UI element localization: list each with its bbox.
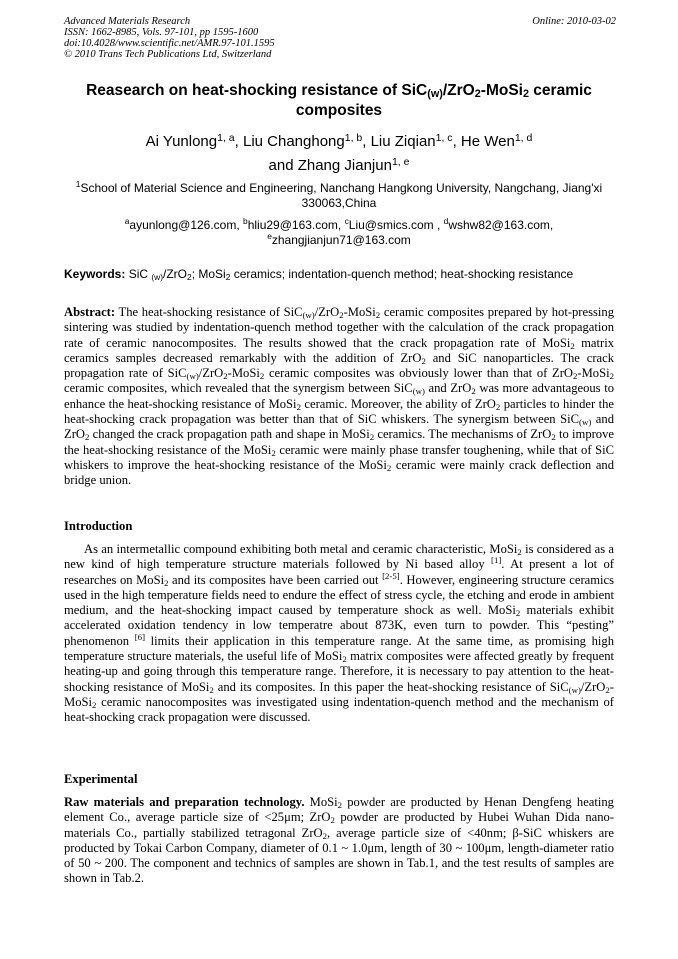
subsection-label: Raw materials and preparation technology. <box>64 795 305 809</box>
citation[interactable]: [2-5] <box>382 570 400 581</box>
journal-name: Advanced Materials Research <box>64 16 191 27</box>
journal-header <box>64 16 444 60</box>
email-link[interactable]: Liu@smics.com , <box>348 218 444 232</box>
author-name: , He Wen <box>452 133 515 150</box>
section-heading-introduction: Introduction <box>64 519 133 533</box>
journal-copyright: © 2010 Trans Tech Publications Ltd, Switzerland <box>64 49 272 60</box>
email-link[interactable]: hliu29@163.com, <box>247 218 345 232</box>
abstract: Abstract: The heat-shocking resistance of SiC$_{(w)}$/ZrO$_2$-MoSi$_2$ ceramic composites prepared by hot-pressing sintering was studied by indentation-quench method together with the calculation of the crack propagation rate of ceramic nanocomposites. The results showed that the crack propagation rate of MoSi$_2$ matrix ceramics samples decreased remarkably with the addition of ZrO$_2$ and SiC nanoparticles. The crack propagation rate of SiC$_{(w)}$/ZrO$_2$-MoSi$_2$ ceramic composites was obviously lower than that of ZrO$_2$-MoSi$_2$ ceramic composites, which revealed that the synergism between SiC$_{(w)}$ and ZrO$_2$ was more advantageous to enhance the heat-shocking resistance of MoSi$_2$ ceramic. Moreover, the ability of ZrO$_2$ particles to hinder the heat-shocking crack propagation was better than that of SiC whiskers. The synergism between SiC$_{(w)}$ and ZrO$_2$ changed the crack propagation path and shape in MoSi$_2$ ceramics. The mechanisms of ZrO$_2$ to improve the heat-shocking resistance of the MoSi$_2$ ceramic were mainly phase transfer toughening, while that of SiC whiskers to improve the heat-shocking resistance of the MoSi$_2$ ceramic were mainly crack deflection and bridge union. <box>64 305 615 488</box>
journal-doi[interactable]: doi:10.4028/www.scientific.net/AMR.97-101.1595 <box>64 38 275 49</box>
citation[interactable]: [6] <box>134 631 146 642</box>
author-name: Ai Yunlong <box>145 133 218 150</box>
email-link[interactable]: wshw82@163.com, <box>448 218 554 232</box>
author-emails: $^a$ayunlong@126.com, $^b$hliu29@163.com, $^c$Liu@smics.com , $^d$wshw82@163.com, $^e$zhangjianjun71@163.com <box>124 216 554 247</box>
citation[interactable]: [1] <box>491 555 502 566</box>
section-heading-experimental: Experimental <box>64 772 138 786</box>
author-list: Ai Yunlong$^{1, a}$, Liu Changhong$^{1, b}$, Liu Ziqian$^{1, c}$, He Wen$^{1, d}$ and Zhang Jianjun$^{1, e}$ <box>145 132 533 174</box>
keywords: Keywords: SiC $_{(w)}$/ZrO$_2$; MoSi$_2$ ceramics; indentation-quench method; heat-shocking resistance <box>64 267 574 282</box>
abstract-label: Abstract: <box>64 305 116 319</box>
email-link[interactable]: ayunlong@126.com, <box>129 218 244 232</box>
experimental-paragraph: Raw materials and preparation technology. MoSi$_2$ powder are producted by Henan Dengfeng heating element Co., average particle size of <25μm; ZrO$_2$ powder are producted by Hubei Wuhan Dida nano-materials Co., partially stabilized tetragonal ZrO$_2$, average particle size of <40nm; β-SiC whiskers are producted by Tokai Carbon Company, diameter of 0.1 ~ 1.0μm, length of 30 ~ 100μm, length-diameter ratio of 50 ~ 200. The component and technics of samples are shown in Tab.1, and the test results of samples are shown in Tab.2. <box>64 795 614 886</box>
keywords-label: Keywords: <box>64 267 126 281</box>
online-date: Online: 2010-03-02 <box>532 16 616 27</box>
paper-title: Reasearch on heat-shocking resistance of SiC$_{(w)}$/ZrO$_2$-MoSi$_2$ ceramic composites <box>86 82 592 119</box>
introduction-paragraph: As an intermetallic compound exhibiting both metal and ceramic characteristic, MoSi$_2$ is considered as a new kind of high temperature structure materials followed by Ni based alloy [1]. At present a lot of researches on MoSi$_2$ and its composites have been carried out [2-5]. However, engineering structure ceramics used in the high temperature fields need to endure the effect of stress cycle, the etching and erode in ambient medium, and the heat-shocking impact caused by temperature shock as well. MoSi$_2$ materials exhibit accelerated oxidation tendency in low temperatre about 873K, even turn to powder. This “pesting” phenomenon [6] limits their application in this temperature range. At the same time, as promising high temperature structure materials, the useful life of MoSi$_2$ matrix composites were affected greatly by frequent heating-up and going through this temperature range. Therefore, it is necessary to pay attention to the heat-shocking resistance of MoSi$_2$ and its composites. In this paper the heat-shocking resistance of SiC$_{(w)}$/ZrO$_2$-MoSi$_2$ ceramic nanocomposites was investigated using indentation-quench method and the mechanism of heat-shocking crack propagation were discussed. <box>64 542 615 725</box>
affiliation: $^1$School of Material Science and Engineering, Nanchang Hangkong University, Nangchang, Jiang'xi 330063,China <box>75 179 603 210</box>
journal-issn: ISSN: 1662-8985, Vols. 97-101, pp 1595-1600 <box>64 27 259 38</box>
author-name: , Liu Ziqian <box>362 133 436 150</box>
author-name: , Liu Changhong <box>234 133 345 150</box>
author-name: and Zhang Jianjun <box>268 157 392 174</box>
email-link[interactable]: zhangjianjun71@163.com <box>271 233 411 247</box>
